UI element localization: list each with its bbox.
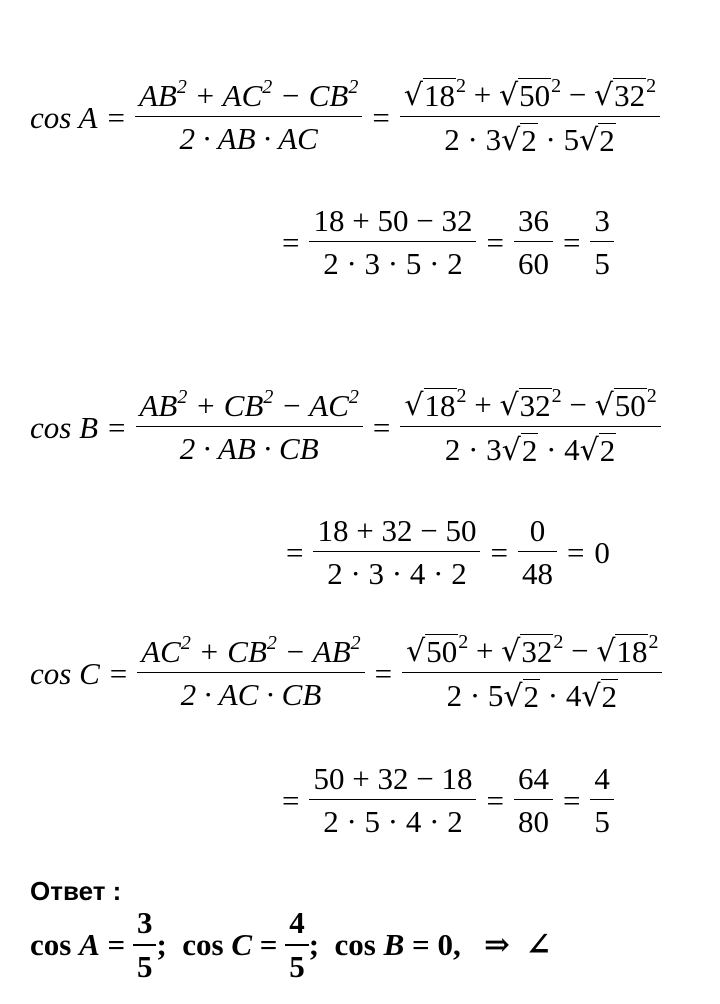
cos-c-equation: cos C = $\frac{AC^2 + CB^2 - AB^2}{2 \cdot AC \cdot CB}$ = √ 50 $^2$ + √ 32 $^2$ − √ 18 $^2$ 2 · 5 √ 2 · 4 √ 2: [30, 634, 662, 712]
cos-c-substituted-fraction: √ 50 $^2$ + √ 32 $^2$ − √ 18 $^2$ 2 · 5 √ 2 · 4 √ 2: [402, 634, 662, 712]
cos-b-simplification: = $\frac{18 + 32 - 50}{2 \cdot 3 \cdot 4 \cdot 2}$ = $\frac{0}{48}$ = 0: [286, 513, 610, 591]
cos-a-formula-fraction: $\frac{AB^2 + AC^2 - CB^2}{2 \cdot AB \cdot AC}$: [135, 80, 362, 154]
cos-c-lhs: cos C: [30, 655, 100, 691]
cos-c-simplification: = $\frac{50 + 32 - 18}{2 \cdot 5 \cdot 4 \cdot 2}$ = $\frac{64}{80}$ = $\frac{4}{5}$: [272, 763, 614, 837]
cos-b-formula-fraction: $\frac{AB^2 + CB^2 - AC^2}{2 \cdot AB \cdot CB}$: [136, 390, 363, 464]
cos-a-substituted-fraction: √ 18 $^2$ + √ 50 $^2$ − √ 32 $^2$ 2 · 3 √ 2 · 5 √ 2: [400, 78, 660, 156]
answer-label: Ответ :: [30, 876, 122, 906]
cos-a-lhs: cos A: [30, 99, 98, 135]
answer-cos-b: 0: [437, 927, 453, 962]
cos-b-equation: cos B = $\frac{AB^2 + CB^2 - AC^2}{2 \cdot AB \cdot CB}$ = √ 18 $^2$ + √ 32 $^2$ − √ 50 $^2$ 2 · 3 √ 2 · 4 √ 2: [30, 388, 661, 466]
cos-b-substituted-fraction: √ 18 $^2$ + √ 32 $^2$ − √ 50 $^2$ 2 · 3 √ 2 · 4 √ 2: [400, 388, 660, 466]
answer-cos-c: $\frac{4}{5}$: [285, 905, 309, 985]
answer-line: cos A = $\frac{3}{5}$ ; cos C = $\frac{4}{5}$ ; cos B = 0 , ⇒ ∠: [30, 905, 552, 984]
cos-a-simplification: = $\frac{18 + 50 - 32}{2 \cdot 3 \cdot 5 \cdot 2}$ = $\frac{36}{60}$ = $\frac{3}{5}$: [272, 205, 614, 279]
cos-b-lhs: cos B: [30, 409, 99, 445]
cos-c-formula-fraction: $\frac{AC^2 + CB^2 - AB^2}{2 \cdot AC \cdot CB}$: [137, 636, 364, 710]
answer-cos-a: $\frac{3}{5}$: [133, 905, 157, 985]
cos-a-equation: cos A = $\frac{AB^2 + AC^2 - CB^2}{2 \cdot AB \cdot AC}$ = √ 18 $^2$ + √ 50 $^2$ − √ 32 $^2$ 2 · 3 √ 2 · 5 √ 2: [30, 78, 660, 156]
